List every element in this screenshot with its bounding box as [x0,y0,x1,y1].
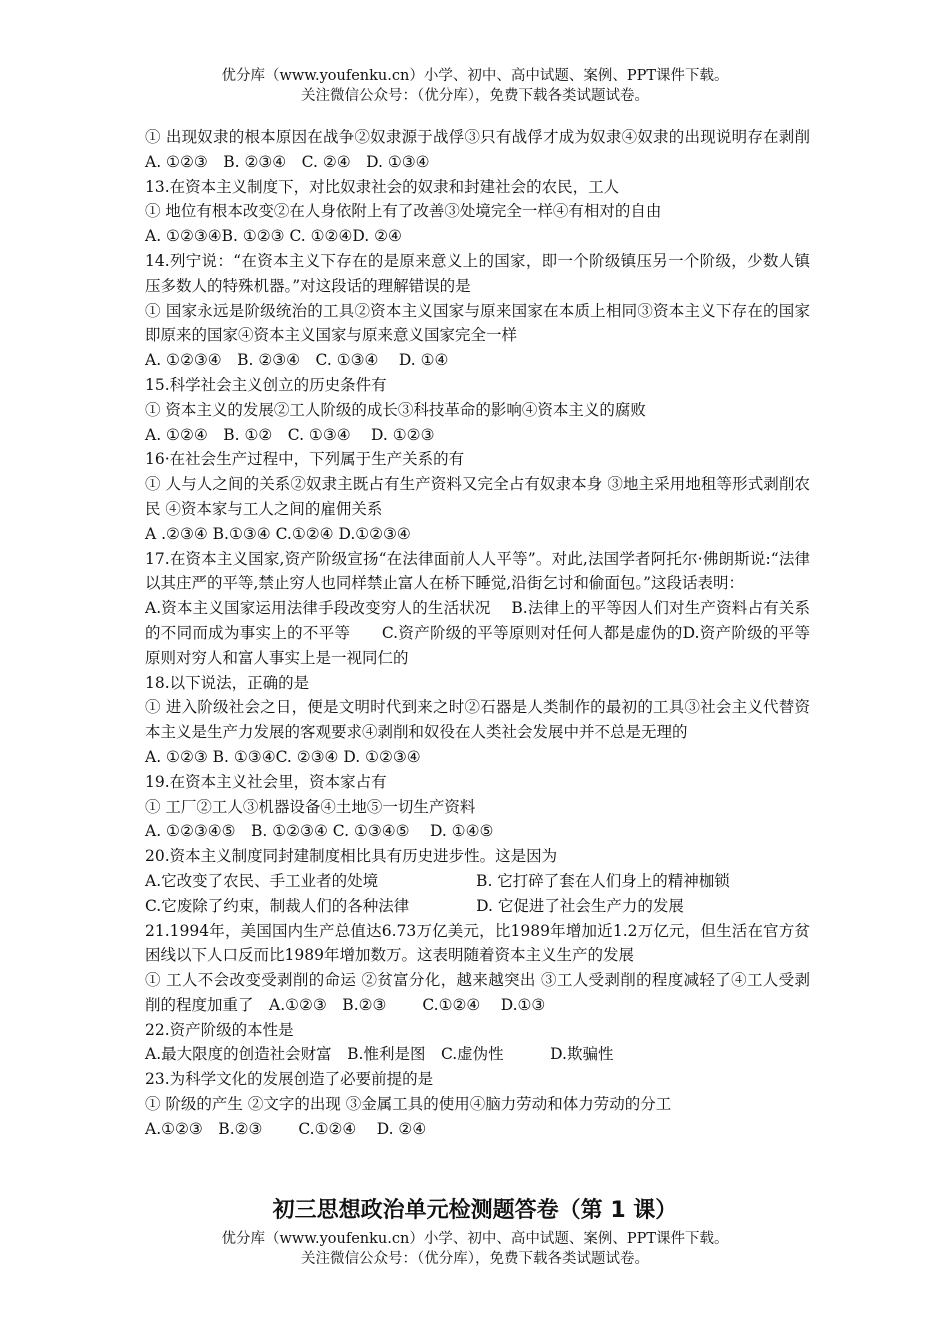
answer-options: A. ①②④ B. ①② C. ①③④ D. ①②③ [145,425,435,444]
answer-options: C.它废除了约束，制裁人们的各种法律 D. 它促进了社会生产力的发展 [145,896,684,915]
answer-options: A.最大限度的创造社会财富 B.惟利是图 C.虚伪性 D.欺骗性 [145,1045,614,1064]
answer-options: A.①②③ B.②③ C.①②④ D. ②④ [145,1119,427,1138]
question-stem: 14.列宁说：“在资本主义下存在的是原来意义上的国家，即一个阶级镇压另一个阶级，少数人镇压多数人的特殊机器。”对这段话的理解错误的是 [145,251,810,295]
text-line: ① 资本主义的发展②工人阶级的成长③科技革命的影响④资本主义的腐败 [145,400,646,419]
answer-options: A.它改变了农民、手工业者的处境 B. 它打碎了套在人们身上的精神枷锁 [145,871,730,890]
page-header [0,66,950,106]
text-line: ① 阶级的产生 ②文字的出现 ③金属工具的使用④脑力劳动和体力劳动的分工 [145,1095,672,1114]
text-line: ① 出现奴隶的根本原因在战争②奴隶源于战俘③只有战俘才成为奴隶④奴隶的出现说明存在剥削 A. ①②③ B. ②③④ C. ②④ D. ①③④ [145,128,826,171]
header-line-1: 优分库（www.youfenku.cn）小学、初中、高中试题、案例、PPT课件下载。 [221,68,729,84]
question-stem: 18.以下说法，正确的是 [145,673,310,692]
question-stem: 20.资本主义制度同封建制度相比具有历史进步性。这是因为 [145,847,558,866]
answer-options: A. ①②③④ B. ②③④ C. ①③④ D. ①④ [145,351,449,370]
text-line: ① 地位有根本改变②在人身依附上有了改善③处境完全一样④有相对的自由 [145,202,662,221]
header-line-2: 关注微信公众号：（优分库），免费下载各类试题试卷。 [301,88,649,104]
text-line: ① 国家永远是阶级统治的工具②资本主义国家与原来国家在本质上相同③资本主义下存在的国家即原来的国家④资本主义国家与原来意义国家完全一样 [145,301,810,345]
question-stem: 22.资产阶级的本性是 [145,1020,294,1039]
text-line: ① 工厂②工人③机器设备④土地⑤一切生产资料 [145,797,476,816]
question-stem: 19.在资本主义社会里，资本家占有 [145,772,387,791]
text-line: ① 进入阶级社会之日，便是文明时代到来之时②石器是人类制作的最初的工具③社会主义代替资本主义是生产力发展的客观要求④剥削和奴役在人类社会发展中并不总是无理的 [145,698,810,742]
question-stem: 17.在资本主义国家,资产阶级宣扬“在法律面前人人平等”。对此,法国学者阿托尔·佛朗斯说:“法律以其庄严的平等,禁止穷人也同样禁止富人在桥下睡觉,沿街乞讨和偷面包。”这段话表明： [145,549,810,593]
text-line: ① 人与人之间的关系②奴隶主既占有生产资料又完全占有奴隶本身 ③地主采用地租等形式剥削农民 ④资本家与工人之间的雇佣关系 [145,475,810,518]
answer-options: A. ①②③④⑤ B. ①②③④ C. ①③④⑤ D. ①④⑤ [145,822,494,841]
page-footer [0,1229,950,1269]
question-stem: 13.在资本主义制度下，对比奴隶社会的奴隶和封建社会的农民，工人 [145,177,620,196]
answer-sheet-title: 初三思想政治单元检测题答卷（第 1 课） [272,1198,678,1223]
answer-options: A. ①②③ B. ①③④C. ②③④ D. ①②③④ [145,747,421,766]
footer-line-2: 关注微信公众号：（优分库），免费下载各类试题试卷。 [301,1251,649,1267]
answer-options: A .②③④ B.①③④ C.①②④ D.①②③④ [145,524,411,543]
answer-options: A.资本主义国家运用法律手段改变穷人的生活状况 B.法律上的平等因人们对生产资料占有关系的不同而成为事实上的不平等 C.资产阶级的平等原则对任何人都是虚伪的D.资产阶级的平等原则对穷人和富人事实上是一视同仁的 [145,599,810,667]
question-stem: 16·在社会生产过程中，下列属于生产关系的有 [145,450,465,469]
text-line: ① 工人不会改变受剥削的命运 ②贫富分化，越来越突出 ③工人受剥削的程度减轻了④工人受剥削的程度加重了 A.①②③ B.②③ C.①②④ D.①③ [145,971,810,1014]
question-stem: 21.1994年，美国国内生产总值达6.73万亿美元，比1989年增加近1.2万亿元，但生活在官方贫困线以下人口反而比1989年增加数万。这表明随着资本主义生产的发展 [145,921,810,965]
answer-options: A. ①②③④B. ①②③ C. ①②④D. ②④ [145,227,402,246]
question-stem: 23.为科学文化的发展创造了必要前提的是 [145,1070,434,1089]
question-body [145,125,826,1142]
footer-line-1: 优分库（www.youfenku.cn）小学、初中、高中试题、案例、PPT课件下载。 [221,1231,729,1247]
question-stem: 15.科学社会主义创立的历史条件有 [145,375,387,394]
